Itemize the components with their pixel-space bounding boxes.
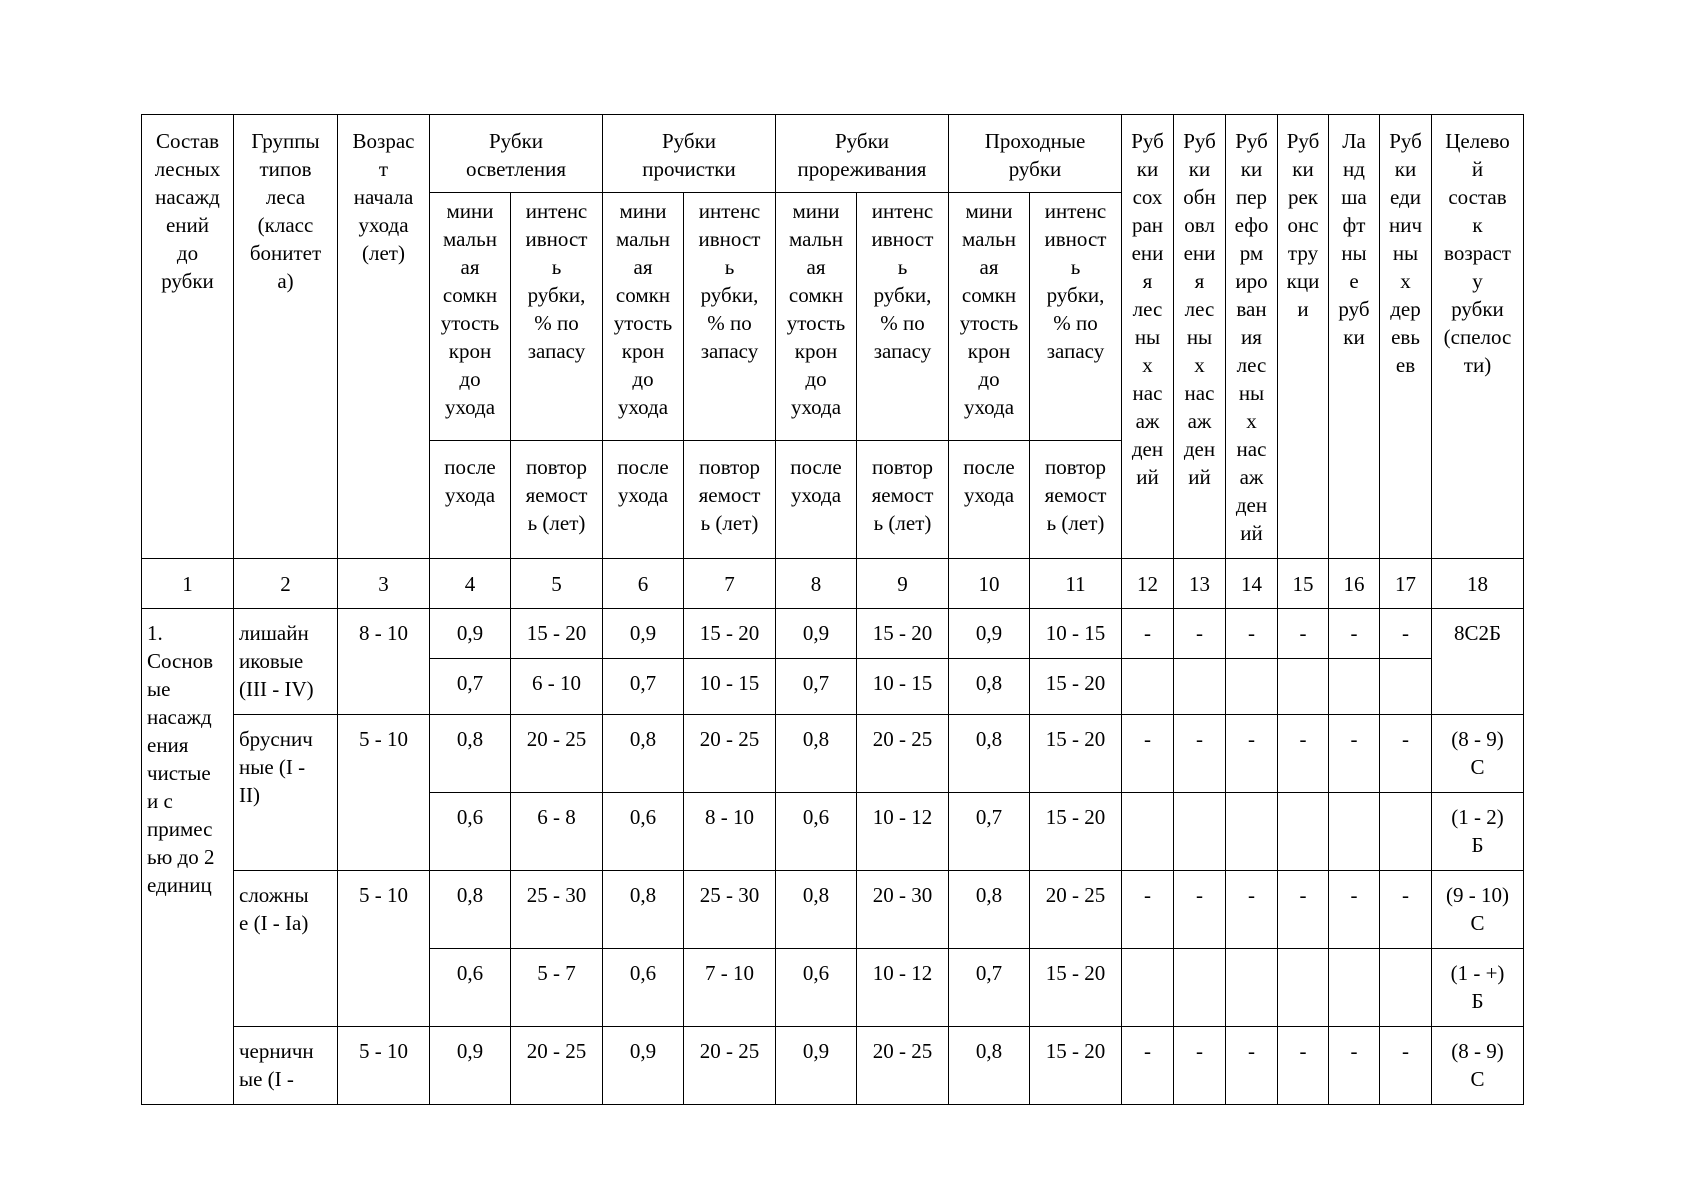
dash-cell: - bbox=[1329, 871, 1380, 949]
column-number: 11 bbox=[1030, 559, 1122, 609]
header-col-17: Руб ки еди нич ны х дер евь ев bbox=[1380, 115, 1432, 559]
dash-cell: - bbox=[1226, 871, 1278, 949]
header-col-13: Руб ки обн овл ени я лес ны х нас аж ден ий bbox=[1174, 115, 1226, 559]
column-number: 17 bbox=[1380, 559, 1432, 609]
empty-cell bbox=[1174, 659, 1226, 715]
dash-cell: - bbox=[1122, 871, 1174, 949]
value-cell: 15 - 20 bbox=[1030, 1027, 1122, 1105]
forest-type: черничн ые (I - bbox=[234, 1027, 338, 1105]
forest-care-table bbox=[141, 114, 1524, 1105]
empty-cell bbox=[1226, 793, 1278, 871]
empty-cell bbox=[1278, 949, 1329, 1027]
dash-cell: - bbox=[1278, 609, 1329, 659]
value-cell: 0,8 bbox=[603, 871, 684, 949]
value-cell: 10 - 15 bbox=[857, 659, 949, 715]
value-cell: 0,6 bbox=[603, 949, 684, 1027]
dash-cell: - bbox=[1380, 871, 1432, 949]
header-col-15: Руб ки рек онс тру кци и bbox=[1278, 115, 1329, 559]
dash-cell: - bbox=[1122, 609, 1174, 659]
header-repeatability: повтор яемост ь (лет) bbox=[1030, 441, 1122, 559]
header-min-closure: мини мальн ая сомкн утость крон до ухода bbox=[603, 193, 684, 441]
column-number: 3 bbox=[338, 559, 430, 609]
value-cell: 0,8 bbox=[430, 715, 511, 793]
column-number: 9 bbox=[857, 559, 949, 609]
header-repeatability: повтор яемост ь (лет) bbox=[684, 441, 776, 559]
dash-cell: - bbox=[1174, 715, 1226, 793]
header-after-care: после ухода bbox=[430, 441, 511, 559]
column-number: 16 bbox=[1329, 559, 1380, 609]
header-composition: Состав лесных насажд ений до рубки bbox=[142, 115, 234, 559]
value-cell: 5 - 7 bbox=[511, 949, 603, 1027]
forest-type: сложны е (I - Iа) bbox=[234, 871, 338, 1027]
table-row bbox=[142, 609, 1524, 659]
value-cell: 0,6 bbox=[430, 793, 511, 871]
header-target-composition: Целево й состав к возраст у рубки (спелос ти) bbox=[1432, 115, 1524, 559]
value-cell: 20 - 25 bbox=[511, 715, 603, 793]
column-number: 8 bbox=[776, 559, 857, 609]
value-cell: 0,9 bbox=[949, 609, 1030, 659]
header-group-prokhodnye: Проходные рубки bbox=[949, 115, 1122, 193]
value-cell: 20 - 25 bbox=[857, 715, 949, 793]
table-row bbox=[142, 1027, 1524, 1105]
empty-cell bbox=[1329, 793, 1380, 871]
column-number: 4 bbox=[430, 559, 511, 609]
value-cell: 0,7 bbox=[430, 659, 511, 715]
value-cell: 0,6 bbox=[603, 793, 684, 871]
value-cell: 15 - 20 bbox=[1030, 793, 1122, 871]
empty-cell bbox=[1174, 949, 1226, 1027]
target-composition: (8 - 9) С bbox=[1432, 1027, 1524, 1105]
dash-cell: - bbox=[1329, 609, 1380, 659]
value-cell: 0,9 bbox=[776, 609, 857, 659]
value-cell: 15 - 20 bbox=[684, 609, 776, 659]
dash-cell: - bbox=[1226, 609, 1278, 659]
header-min-closure: мини мальн ая сомкн утость крон до ухода bbox=[776, 193, 857, 441]
dash-cell: - bbox=[1329, 715, 1380, 793]
value-cell: 15 - 20 bbox=[1030, 715, 1122, 793]
value-cell: 0,8 bbox=[776, 715, 857, 793]
value-cell: 0,9 bbox=[430, 1027, 511, 1105]
header-after-care: после ухода bbox=[603, 441, 684, 559]
dash-cell: - bbox=[1174, 609, 1226, 659]
header-group-prochistka: Рубки прочистки bbox=[603, 115, 776, 193]
header-col-14: Руб ки пер ефо рм иро ван ия лес ны х нас аж ден ий bbox=[1226, 115, 1278, 559]
value-cell: 0,8 bbox=[949, 1027, 1030, 1105]
header-intensity: интенс ивност ь рубки, % по запасу bbox=[511, 193, 603, 441]
dash-cell: - bbox=[1226, 1027, 1278, 1105]
header-group-prorezhivanie: Рубки прореживания bbox=[776, 115, 949, 193]
empty-cell bbox=[1380, 949, 1432, 1027]
column-number: 18 bbox=[1432, 559, 1524, 609]
value-cell: 6 - 10 bbox=[511, 659, 603, 715]
value-cell: 8 - 10 bbox=[684, 793, 776, 871]
value-cell: 0,9 bbox=[776, 1027, 857, 1105]
value-cell: 20 - 25 bbox=[684, 1027, 776, 1105]
value-cell: 10 - 15 bbox=[1030, 609, 1122, 659]
header-intensity: интенс ивност ь рубки, % по запасу bbox=[857, 193, 949, 441]
empty-cell bbox=[1122, 793, 1174, 871]
dash-cell: - bbox=[1122, 715, 1174, 793]
start-age: 8 - 10 bbox=[338, 609, 430, 715]
value-cell: 20 - 25 bbox=[511, 1027, 603, 1105]
value-cell: 0,8 bbox=[776, 871, 857, 949]
empty-cell bbox=[1122, 949, 1174, 1027]
dash-cell: - bbox=[1122, 1027, 1174, 1105]
value-cell: 20 - 25 bbox=[684, 715, 776, 793]
value-cell: 0,6 bbox=[776, 949, 857, 1027]
header-after-care: после ухода bbox=[949, 441, 1030, 559]
empty-cell bbox=[1226, 659, 1278, 715]
value-cell: 10 - 12 bbox=[857, 793, 949, 871]
value-cell: 0,6 bbox=[776, 793, 857, 871]
value-cell: 25 - 30 bbox=[684, 871, 776, 949]
value-cell: 0,9 bbox=[430, 609, 511, 659]
header-min-closure: мини мальн ая сомкн утость крон до ухода bbox=[430, 193, 511, 441]
value-cell: 20 - 25 bbox=[1030, 871, 1122, 949]
dash-cell: - bbox=[1380, 609, 1432, 659]
value-cell: 6 - 8 bbox=[511, 793, 603, 871]
column-number: 15 bbox=[1278, 559, 1329, 609]
value-cell: 0,8 bbox=[949, 871, 1030, 949]
column-number: 2 bbox=[234, 559, 338, 609]
value-cell: 0,8 bbox=[949, 715, 1030, 793]
empty-cell bbox=[1174, 793, 1226, 871]
value-cell: 10 - 12 bbox=[857, 949, 949, 1027]
empty-cell bbox=[1380, 659, 1432, 715]
value-cell: 20 - 25 bbox=[857, 1027, 949, 1105]
header-col-16: Ла нд ша фт ны е руб ки bbox=[1329, 115, 1380, 559]
header-repeatability: повтор яемост ь (лет) bbox=[511, 441, 603, 559]
start-age: 5 - 10 bbox=[338, 871, 430, 1027]
value-cell: 0,7 bbox=[603, 659, 684, 715]
value-cell: 15 - 20 bbox=[511, 609, 603, 659]
empty-cell bbox=[1278, 659, 1329, 715]
value-cell: 15 - 20 bbox=[857, 609, 949, 659]
value-cell: 0,9 bbox=[603, 1027, 684, 1105]
dash-cell: - bbox=[1174, 1027, 1226, 1105]
table-row bbox=[142, 871, 1524, 949]
column-number: 5 bbox=[511, 559, 603, 609]
group-label: 1. Соснов ые насажд ения чистые и с примес ью до 2 единиц bbox=[142, 609, 234, 1105]
dash-cell: - bbox=[1278, 1027, 1329, 1105]
start-age: 5 - 10 bbox=[338, 715, 430, 871]
value-cell: 0,6 bbox=[430, 949, 511, 1027]
dash-cell: - bbox=[1380, 1027, 1432, 1105]
target-composition: (1 - +) Б bbox=[1432, 949, 1524, 1027]
dash-cell: - bbox=[1278, 871, 1329, 949]
value-cell: 0,8 bbox=[949, 659, 1030, 715]
column-number: 10 bbox=[949, 559, 1030, 609]
value-cell: 0,8 bbox=[603, 715, 684, 793]
value-cell: 20 - 30 bbox=[857, 871, 949, 949]
value-cell: 15 - 20 bbox=[1030, 949, 1122, 1027]
header-min-closure: мини мальн ая сомкн утость крон до ухода bbox=[949, 193, 1030, 441]
header-start-age: Возрас т начала ухода (лет) bbox=[338, 115, 430, 559]
column-number: 6 bbox=[603, 559, 684, 609]
dash-cell: - bbox=[1226, 715, 1278, 793]
empty-cell bbox=[1278, 793, 1329, 871]
dash-cell: - bbox=[1278, 715, 1329, 793]
empty-cell bbox=[1122, 659, 1174, 715]
empty-cell bbox=[1329, 949, 1380, 1027]
column-number: 12 bbox=[1122, 559, 1174, 609]
header-after-care: после ухода bbox=[776, 441, 857, 559]
value-cell: 0,7 bbox=[776, 659, 857, 715]
column-number: 1 bbox=[142, 559, 234, 609]
header-col-12: Руб ки сох ран ени я лес ны х нас аж ден ий bbox=[1122, 115, 1174, 559]
target-composition: (1 - 2) Б bbox=[1432, 793, 1524, 871]
dash-cell: - bbox=[1174, 871, 1226, 949]
value-cell: 25 - 30 bbox=[511, 871, 603, 949]
dash-cell: - bbox=[1380, 715, 1432, 793]
header-intensity: интенс ивност ь рубки, % по запасу bbox=[684, 193, 776, 441]
value-cell: 10 - 15 bbox=[684, 659, 776, 715]
table-row bbox=[142, 715, 1524, 793]
target-composition: (9 - 10) С bbox=[1432, 871, 1524, 949]
column-number: 7 bbox=[684, 559, 776, 609]
value-cell: 0,7 bbox=[949, 949, 1030, 1027]
value-cell: 15 - 20 bbox=[1030, 659, 1122, 715]
target-composition: 8С2Б bbox=[1432, 609, 1524, 715]
column-number: 14 bbox=[1226, 559, 1278, 609]
header-group-osvetlenie: Рубки осветления bbox=[430, 115, 603, 193]
target-composition: (8 - 9) С bbox=[1432, 715, 1524, 793]
empty-cell bbox=[1329, 659, 1380, 715]
value-cell: 0,9 bbox=[603, 609, 684, 659]
empty-cell bbox=[1380, 793, 1432, 871]
header-forest-type-groups: Группы типов леса (класс бонитет а) bbox=[234, 115, 338, 559]
column-number: 13 bbox=[1174, 559, 1226, 609]
value-cell: 0,8 bbox=[430, 871, 511, 949]
header-intensity: интенс ивност ь рубки, % по запасу bbox=[1030, 193, 1122, 441]
forest-type: бруснич ные (I - II) bbox=[234, 715, 338, 871]
empty-cell bbox=[1226, 949, 1278, 1027]
start-age: 5 - 10 bbox=[338, 1027, 430, 1105]
value-cell: 7 - 10 bbox=[684, 949, 776, 1027]
dash-cell: - bbox=[1329, 1027, 1380, 1105]
header-repeatability: повтор яемост ь (лет) bbox=[857, 441, 949, 559]
value-cell: 0,7 bbox=[949, 793, 1030, 871]
forest-type: лишайн иковые (III - IV) bbox=[234, 609, 338, 715]
